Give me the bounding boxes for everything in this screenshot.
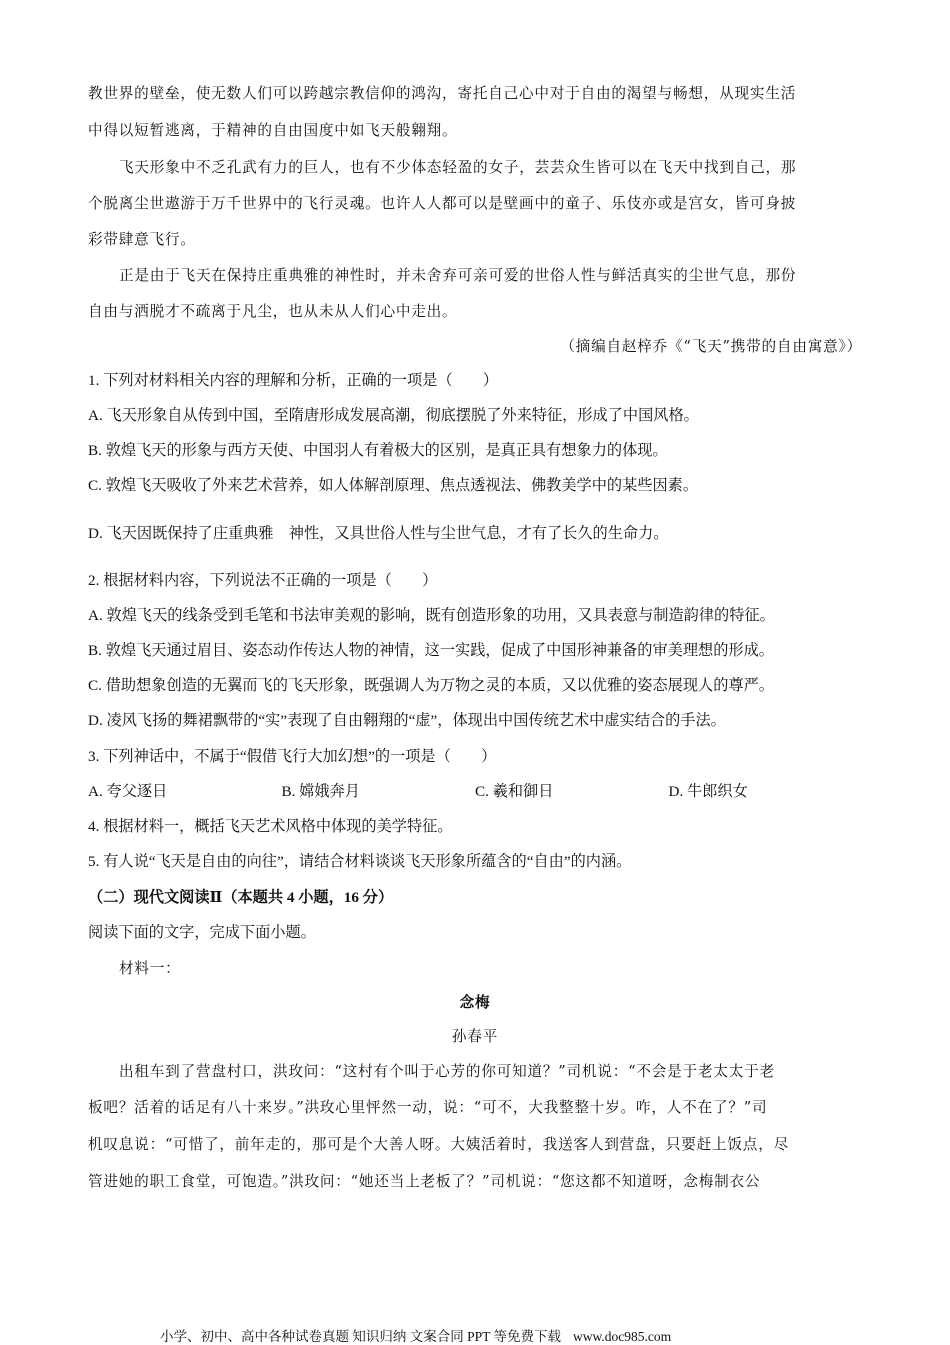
question-3-option-b: B. 嫦娥奔月 (281, 783, 360, 800)
section-heading: （二）现代文阅读Ⅱ（本题共 4 小题，16 分） (88, 889, 394, 906)
story-line: 管进她的职工食堂，可饱造。”洪玫问：“她还当上老板了？”司机说：“您这都不知道呀，念梅制衣公 (88, 1173, 761, 1190)
passage-line: 教世界的壁垒，使无数人们可以跨越宗教信仰的鸿沟，寄托自己心中对于自由的渴望与畅想，从现实生活 (88, 85, 797, 102)
question-2-option-a: A. 敦煌飞天的线条受到毛笔和书法审美观的影响，既有创造形象的功用，又具表意与制造韵律的特征。 (88, 607, 775, 624)
question-3-option-d: D. 牛郎织女 (668, 783, 748, 800)
story-line: 机叹息说：“可惜了，前年走的，那可是个大善人呀。大姨活着时，我送客人到营盘，只要赶上饭点，尽 (88, 1136, 789, 1153)
footer-text: 小学、初中、高中各种试卷真题 知识归纳 文案合同 PPT 等免费下载 (160, 1329, 562, 1344)
question-3-options (88, 780, 862, 801)
question-5: 5. 有人说“飞天是自由的向往”，请结合材料谈谈飞天形象所蕴含的“自由”的内涵。 (88, 853, 632, 870)
story-line: 板吧？活着的话足有八十来岁。”洪玫心里怦然一动，说：“可不，大我整整十岁。咋，人不在了？”司 (88, 1099, 768, 1116)
question-2-option-d: D. 凌风飞扬的舞裙飘带的“实”表现了自由翱翔的“虚”，体现出中国传统艺术中虚实结合的手法。 (88, 712, 726, 729)
section-instruction: 阅读下面的文字，完成下面小题。 (88, 924, 316, 941)
passage-source: （摘编自赵梓乔《“飞天”携带的自由寓意》） (560, 338, 862, 355)
question-3-option-c: C. 羲和御日 (475, 783, 554, 800)
passage-line: 彩带肆意飞行。 (88, 231, 196, 248)
question-1-option-c: C. 敦煌飞天吸收了外来艺术营养，如人体解剖原理、焦点透视法、佛教美学中的某些因素。 (88, 477, 699, 494)
passage-line: 个脱离尘世遨游于万千世界中的飞行灵魂。也许人人都可以是壁画中的童子、乐伎亦或是宫女，皆可身披 (88, 195, 797, 212)
material-label: 材料一： (119, 960, 181, 977)
story-line: 出租车到了营盘村口，洪玫问：“这村有个叫于心芳的你可知道？”司机说：“不会是于老太太于老 (119, 1063, 775, 1080)
question-3-option-a: A. 夸父逐日 (88, 783, 168, 800)
question-1-option-a: A. 飞天形象自从传到中国，至隋唐形成发展高潮，彻底摆脱了外来特征，形成了中国风格。 (88, 407, 699, 424)
question-1-option-b: B. 敦煌飞天的形象与西方天使、中国羽人有着极大的区别，是真正具有想象力的体现。 (88, 442, 668, 459)
page-footer (160, 1325, 671, 1345)
passage-line: 自由与洒脱才不疏离于凡尘，也从未从人们心中走出。 (88, 303, 458, 320)
question-3-stem: 3. 下列神话中，不属于“假借飞行大加幻想”的一项是（ ） (88, 748, 497, 765)
footer-url[interactable]: www.doc985.com (573, 1329, 672, 1344)
question-4: 4. 根据材料一，概括飞天艺术风格中体现的美学特征。 (88, 818, 453, 835)
question-2-option-b: B. 敦煌飞天通过眉目、姿态动作传达人物的神情，这一实践，促成了中国形神兼备的审美理想的形成。 (88, 642, 774, 659)
passage-line: 中得以短暂逃离，于精神的自由国度中如飞天般翱翔。 (88, 122, 458, 139)
passage-line: 正是由于飞天在保持庄重典雅的神性时，并未舍弃可亲可爱的世俗人性与鲜活真实的尘世气息，那份 (119, 267, 797, 284)
question-1-stem: 1. 下列对材料相关内容的理解和分析，正确的一项是（ ） (88, 372, 499, 389)
story-title: 念梅 (459, 994, 491, 1011)
question-1-option-d: D. 飞天因既保持了庄重典雅 神性，又具世俗人性与尘世气息，才有了长久的生命力。 (88, 525, 669, 542)
question-2-option-c: C. 借助想象创造的无翼而飞的飞天形象，既强调人为万物之灵的本质，又以优雅的姿态展现人的尊严。 (88, 677, 774, 694)
story-author: 孙春平 (451, 1028, 499, 1045)
passage-line: 飞天形象中不乏孔武有力的巨人，也有不少体态轻盈的女子，芸芸众生皆可以在飞天中找到自己，那 (119, 159, 797, 176)
question-2-stem: 2. 根据材料内容，下列说法不正确的一项是（ ） (88, 572, 438, 589)
